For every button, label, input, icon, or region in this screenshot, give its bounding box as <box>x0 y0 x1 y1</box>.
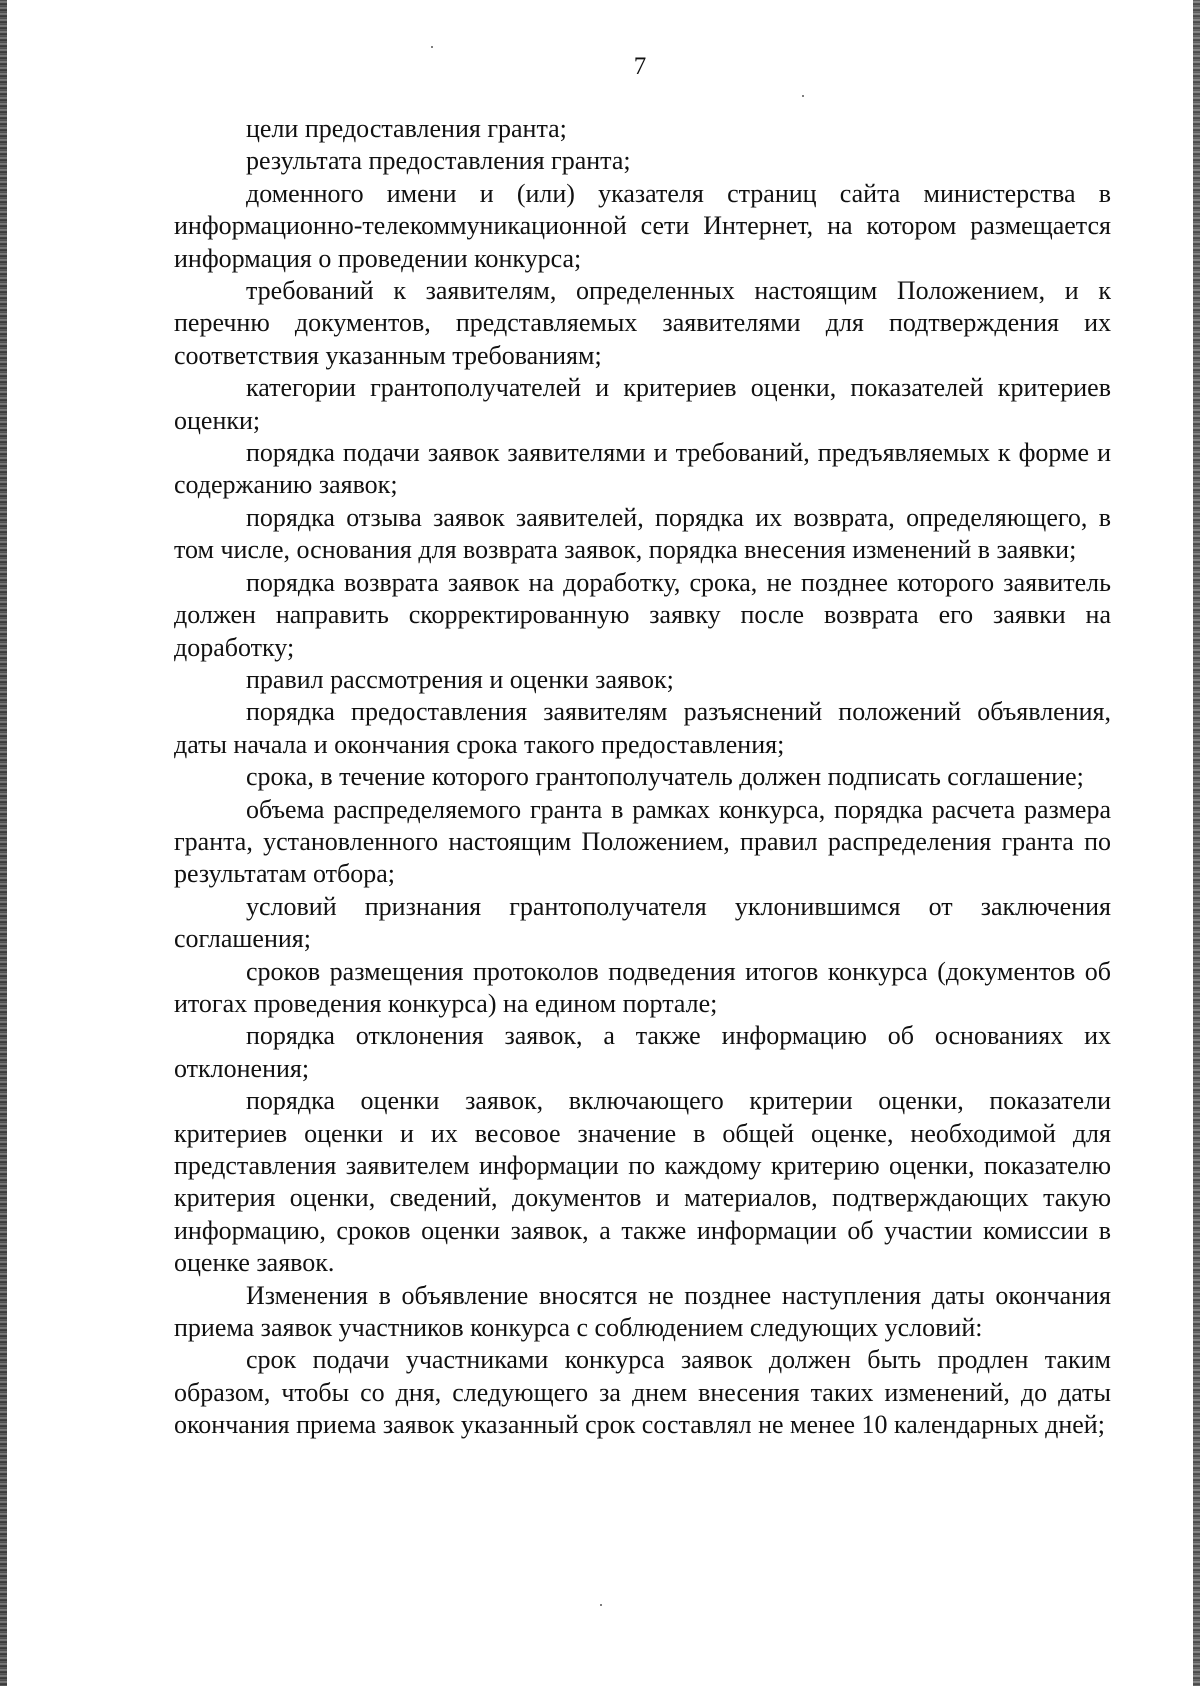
paragraph: порядка подачи заявок заявителями и требований, предъявляемых к форме и содержанию заявок; <box>174 438 1111 500</box>
scan-edge-left <box>0 0 7 1686</box>
paragraph: срок подачи участниками конкурса заявок должен быть продлен таким образом, чтобы со дня, следующего за днем внесения таких изменений, до даты окончания приема заявок указанный срок составлял не менее 10 календарных дней; <box>174 1345 1111 1440</box>
scan-speck <box>431 46 433 48</box>
paragraph: срока, в течение которого грантополучатель должен подписать соглашение; <box>246 762 1084 792</box>
paragraph: категории грантополучателей и критериев оценки, показателей критериев оценки; <box>174 373 1111 435</box>
paragraph: сроков размещения протоколов подведения итогов конкурса (документов об итогах проведения конкурса) на едином портале; <box>174 956 1111 1018</box>
paragraph: порядка предоставления заявителям разъяснений положений объявления, даты начала и окончания срока такого предоставления; <box>174 697 1111 759</box>
paragraph: правил рассмотрения и оценки заявок; <box>246 664 674 694</box>
scan-speck <box>600 1604 602 1606</box>
scan-edge-right <box>1193 0 1200 1686</box>
document-body <box>174 113 1111 1442</box>
paragraph: порядка возврата заявок на доработку, срока, не позднее которого заявитель должен направить скорректированную заявку после возврата его заявки на доработку; <box>174 567 1111 662</box>
paragraph: условий признания грантополучателя уклонившимся от заключения соглашения; <box>174 891 1111 954</box>
paragraph: требований к заявителям, определенных настоящим Положением, и к перечню документов, представляемых заявителями для подтверждения их соответствия указанным требованиям; <box>174 276 1111 370</box>
paragraph: объема распределяемого гранта в рамках конкурса, порядка расчета размера гранта, установленного настоящим Положением, правил распределения гранта по результатам отбора; <box>174 794 1111 889</box>
paragraph: доменного имени и (или) указателя страниц сайта министерства в информационно-телекоммуникационной сети Интернет, на котором размещается информация о проведении конкурса; <box>174 178 1111 273</box>
page-number: 7 <box>633 53 647 80</box>
paragraph: порядка отзыва заявок заявителей, порядка их возврата, определяющего, в том числе, основания для возврата заявок, порядка внесения изменений в заявки; <box>174 502 1111 565</box>
paragraph: порядка оценки заявок, включающего критерии оценки, показатели критериев оценки и их весовое значение в общей оценке, необходимой для представления заявителем информации по каждому критерию оценки, показателю критерия оценки, сведений, документов и материалов, подтверждающих такую информацию, сроков оценки заявок, а также информации об участии комиссии в оценке заявок. <box>174 1086 1111 1278</box>
paragraph: Изменения в объявление вносятся не позднее наступления даты окончания приема заявок участников конкурса с соблюдением следующих условий: <box>174 1280 1111 1343</box>
scan-speck <box>802 95 804 97</box>
paragraph: порядка отклонения заявок, а также информацию об основаниях их отклонения; <box>174 1021 1111 1083</box>
paragraph: цели предоставления гранта; <box>246 114 567 143</box>
paragraph: результата предоставления гранта; <box>246 146 631 176</box>
